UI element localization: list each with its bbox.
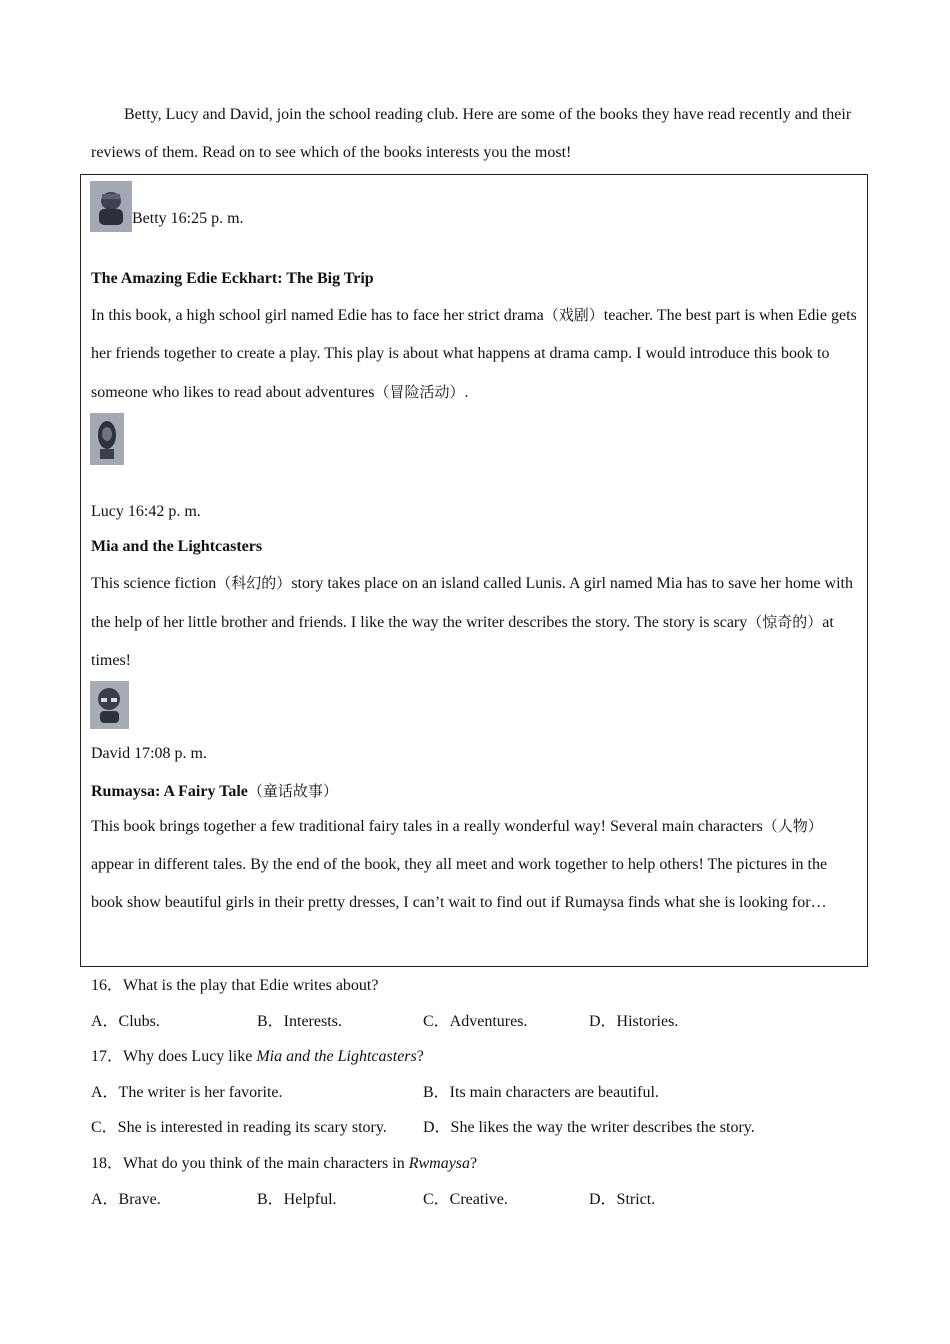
intro-paragraph: Betty, Lucy and David, join the school reading club. Here are some of the books they have read recently and their reviews of them. Read on to see which of the books interests you the most! (91, 106, 852, 161)
q17-option-d[interactable]: D．She likes the way the writer describes the story. (423, 1119, 755, 1136)
q16-option-c[interactable]: C．Adventures. (423, 1013, 528, 1030)
q16-option-d[interactable]: D．Histories. (589, 1013, 679, 1030)
q18-option-a[interactable]: A．Brave. (91, 1191, 161, 1208)
betty-avatar-image (90, 181, 132, 232)
lucy-avatar-image (90, 413, 124, 465)
q17-option-b[interactable]: B．Its main characters are beautiful. (423, 1084, 659, 1101)
post-user-lucy: Lucy 16:42 p. m. (91, 503, 201, 520)
q17-option-a[interactable]: A．The writer is her favorite. (91, 1084, 283, 1101)
q18-option-d[interactable]: D．Strict. (589, 1191, 656, 1208)
review-betty: In this book, a high school girl named Edie has to face her strict drama（戏剧）teacher. The best part is when Edie gets her friends together to create a play. This play is about what happens at drama camp. I would introduce this book to someone who likes to read about adventures（冒险活动）. (91, 306, 857, 401)
review-david: This book brings together a few traditional fairy tales in a really wonderful way! Several main characters（人物）appear in different tales. By the end of the book, they all meet and work together to help others! The pictures in the book show beautiful girls in their pretty dresses, I can’t wait to find out if Rumaysa finds what she is looking for… (91, 817, 828, 911)
q18-option-b[interactable]: B．Helpful. (257, 1191, 337, 1208)
q16-option-a[interactable]: A．Clubs. (91, 1013, 160, 1030)
book-title-mia: Mia and the Lightcasters (91, 538, 263, 555)
david-avatar-image (90, 681, 129, 729)
q16-option-b[interactable]: B．Interests. (257, 1013, 342, 1030)
book-title-edie: The Amazing Edie Eckhart: The Big Trip (91, 270, 374, 287)
question-16: 16．What is the play that Edie writes about? (91, 977, 379, 994)
post-user-betty: Betty 16:25 p. m. (132, 210, 244, 227)
review-lucy: This science fiction（科幻的）story takes place on an island called Lunis. A girl named Mia has to save her home with the help of her little brother and friends. I like the way the writer describes the story. The story is scary（惊奇的）at times! (91, 574, 853, 669)
q18-option-c[interactable]: C．Creative. (423, 1191, 508, 1208)
post-user-david: David 17:08 p. m. (91, 745, 207, 762)
q17-option-c[interactable]: C．She is interested in reading its scary story. (91, 1119, 387, 1136)
question-18: 18．What do you think of the main characters in Rwmaysa? (91, 1155, 478, 1172)
reviews-box (80, 174, 868, 967)
question-17: 17．Why does Lucy like Mia and the Lightcasters? (91, 1048, 424, 1065)
book-title-rumaysa: Rumaysa: A Fairy Tale（童话故事） (91, 782, 338, 800)
